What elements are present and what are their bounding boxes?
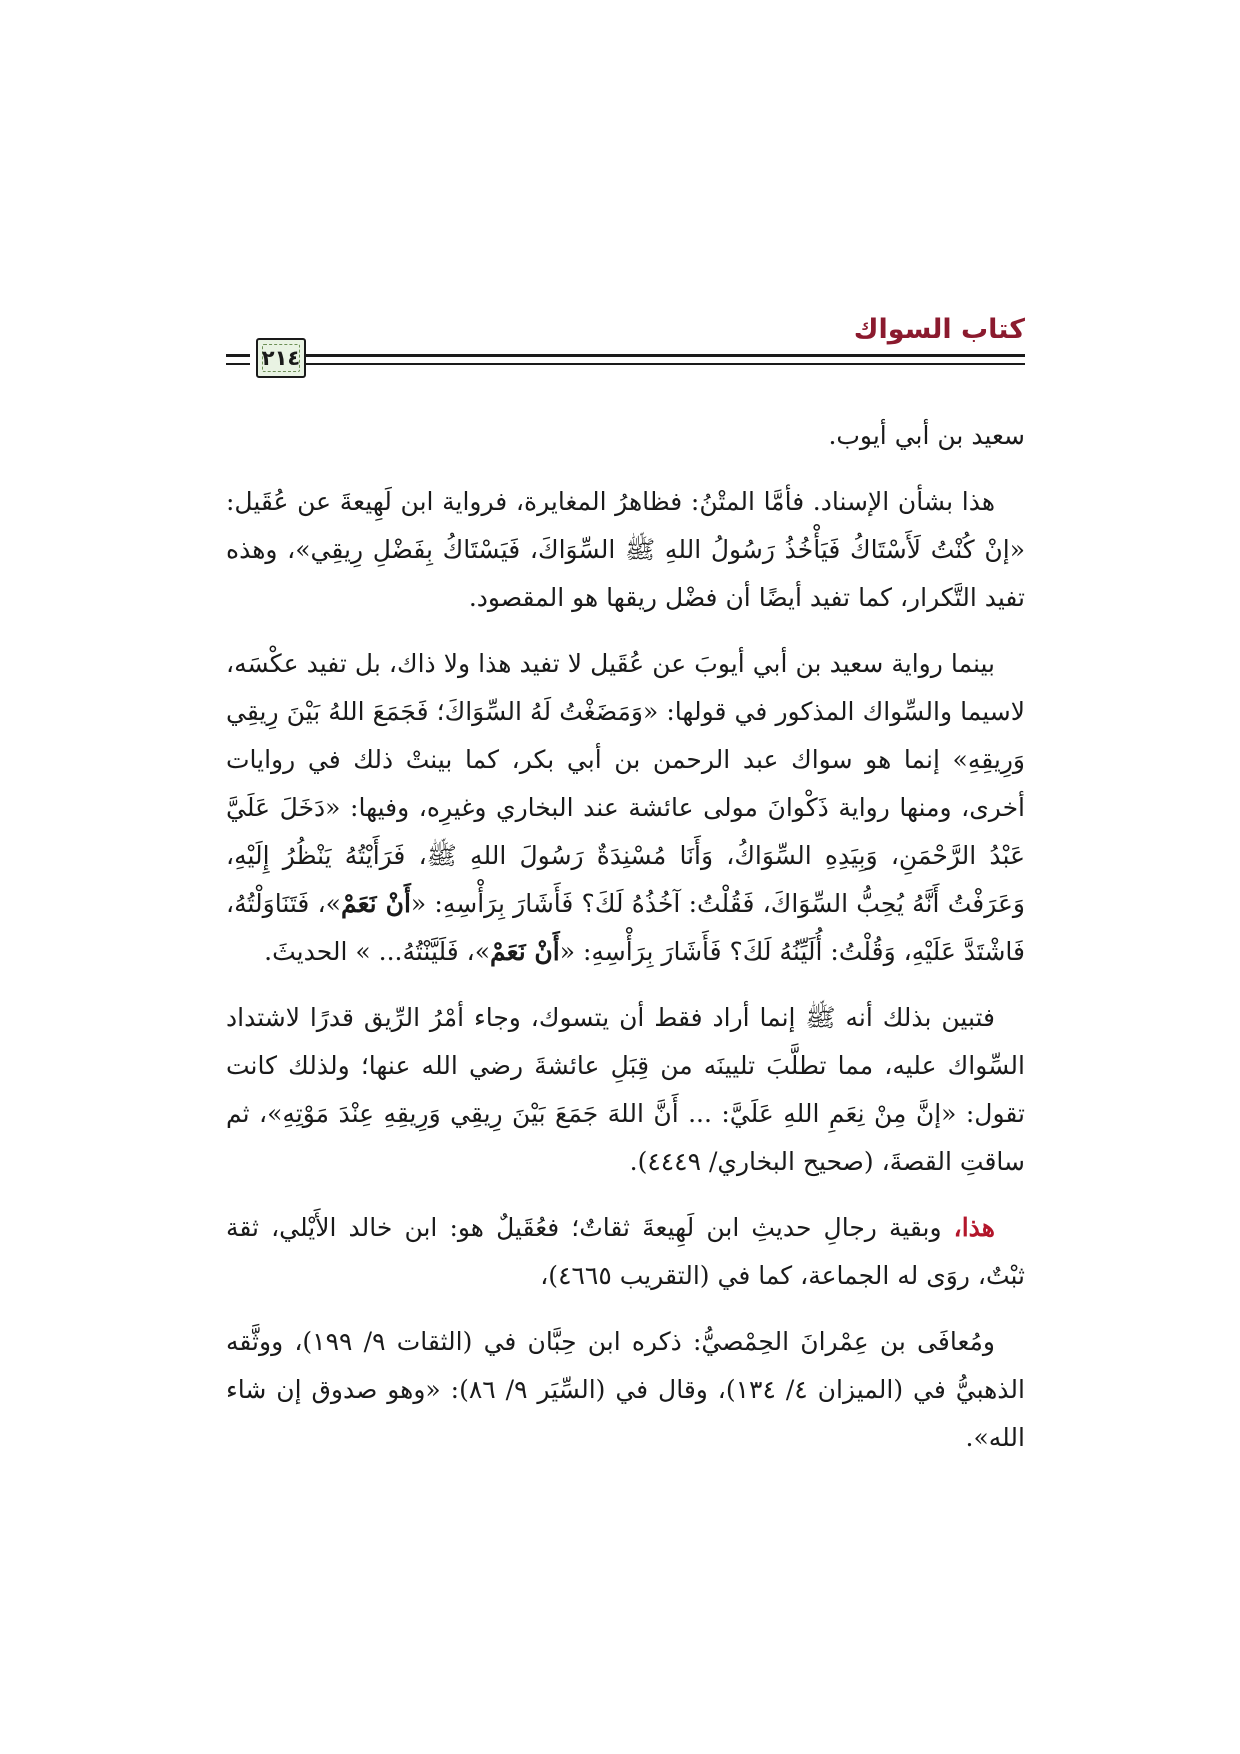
paragraph-1: سعيد بن أبي أيوب. bbox=[828, 421, 1025, 450]
paragraph-3-text-a: بينما رواية سعيد بن أبي أيوبَ عن عُقَيل لا تفيد هذا ولا ذاك، بل تفيد عكْسَه، لاسيما والسِّواك المذكور في قولها: «وَمَضَغْتُ لَهُ السِّوَاكَ؛ فَجَمَعَ اللهُ بَيْنَ رِيقِي وَرِيقِهِ» إنما هو سواك عبد الرحمن بن أبي بكر، كما بينتْ ذلك في روايات أخرى، ومنها رواية ذَكْوانَ مولى عائشة عند البخاري وغيرِه، وفيها: «دَخَلَ عَلَيَّ عَبْدُ الرَّحْمَنِ، وَبِيَدِهِ السِّوَاكُ، وَأَنَا مُسْنِدَةٌ رَسُولَ اللهِ ﷺ، فَرَأَيْتُهُ يَنْظُرُ إِلَيْهِ، وَعَرَفْتُ أَنَّهُ يُحِبُّ السِّوَاكَ، فَقُلْتُ: آخُذُهُ لَكَ؟ فَأَشَارَ بِرَأْسِهِ: « bbox=[226, 649, 1025, 918]
paragraph-3-text-b: »، فَتَنَاوَلْتُهُ، فَاشْتَدَّ عَلَيْهِ، وَقُلْتُ: أُلَيِّنُهُ لَكَ؟ فَأَشَارَ بِرَأْسِهِ: « bbox=[226, 889, 1025, 966]
paragraph-3-text-c: »، فَلَيَّنْتُهُ... » الحديثَ. bbox=[264, 937, 491, 966]
header-rule-left-thin bbox=[226, 363, 250, 365]
paragraph-5-lead: هذا، bbox=[953, 1213, 995, 1242]
paragraph-6: ومُعافَى بن عِمْرانَ الحِمْصيُّ: ذكره ابن حِبَّان في (الثقات ٩/ ١٩٩)، ووثَّقه الذهبيُّ في (الميزان ٤/ ١٣٤)، وقال في (السِّيَر ٩/ ٨٦): «وهو صدوق إن شاء الله». bbox=[226, 1327, 1025, 1452]
paragraph-2: هذا بشأن الإسناد. فأمَّا المتْنُ: فظاهرُ المغايرة، فرواية ابن لَهِيعةَ عن عُقَيل: «إنْ كُنْتُ لَأَسْتَاكُ فَيَأْخُذُ رَسُولُ اللهِ ﷺ السِّوَاكَ، فَيَسْتَاكُ بِفَضْلِ رِيقِي»، وهذه تفيد التَّكرار، كما تفيد أيضًا أن فضْل ريقها هو المقصود. bbox=[226, 487, 1025, 612]
page-number: ٢١٤ bbox=[261, 346, 301, 370]
paragraph-5-text: وبقية رجالِ حديثِ ابن لَهِيعةَ ثقاتٌ؛ فعُقَيلٌ هو: ابن خالد الأَيْلي، ثقة ثبْتٌ، روَى له الجماعة، كما في (التقريب ٤٦٦٥)، bbox=[226, 1213, 1025, 1290]
book-title: كتاب السواك bbox=[853, 314, 1025, 345]
header-rule-left-thick bbox=[226, 354, 250, 357]
page-number-badge bbox=[256, 338, 306, 378]
paragraph-3-bold-b: أَنْ نَعَمْ bbox=[490, 937, 560, 966]
header-rule-thin bbox=[300, 363, 1025, 365]
paragraph-3-bold-a: أَنْ نَعَمْ bbox=[340, 889, 411, 918]
page-header bbox=[226, 310, 1025, 390]
page-body bbox=[226, 412, 1025, 1480]
paragraph-4: فتبين بذلك أنه ﷺ إنما أراد فقط أن يتسوك، وجاء أمْرُ الرِّيق قدرًا لاشتداد السِّواك عليه، مما تطلَّبَ تليينَه من قِبَلِ عائشةَ رضي الله عنها؛ ولذلك كانت تقول: «إنَّ مِنْ نِعَمِ اللهِ عَلَيَّ: ... أَنَّ اللهَ جَمَعَ بَيْنَ رِيقِي وَرِيقِهِ عِنْدَ مَوْتِهِ»، ثم ساقتِ القصةَ، (صحيح البخاري/ ٤٤٤٩). bbox=[226, 1003, 1025, 1176]
paragraph-5 bbox=[226, 1204, 1025, 1300]
header-rule-thick bbox=[300, 354, 1025, 357]
paragraph-3 bbox=[226, 640, 1025, 976]
